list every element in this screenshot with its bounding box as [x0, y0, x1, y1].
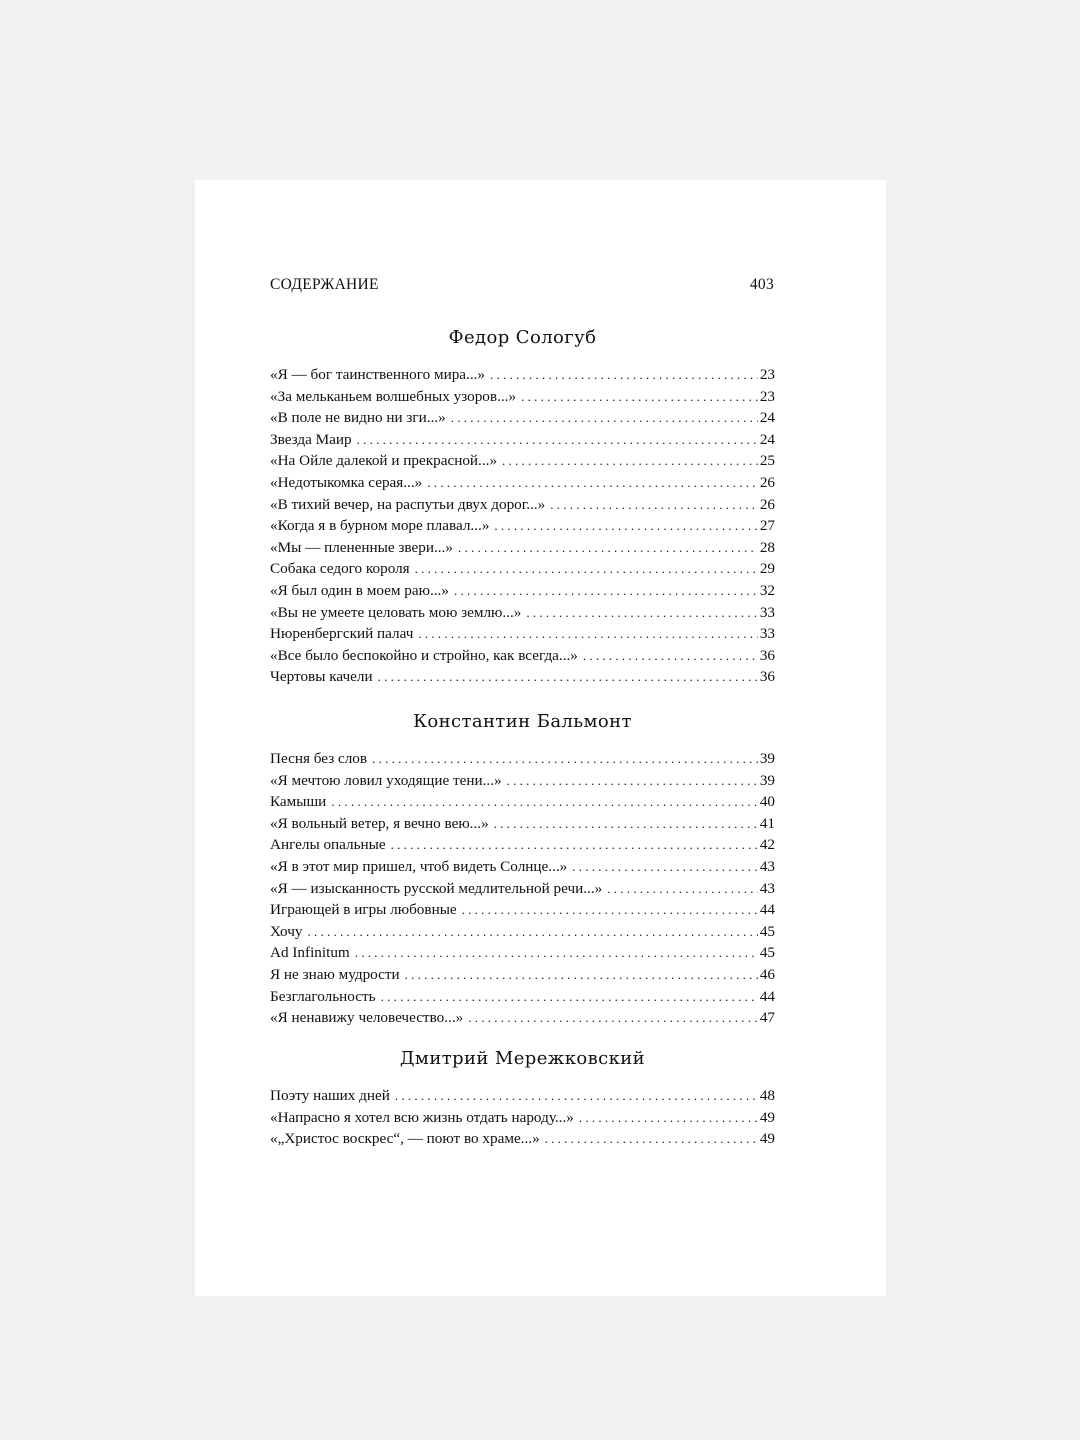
entry-page: 33 — [759, 603, 775, 621]
entry-title: «Я мечтою ловил уходящие тени...» — [270, 771, 502, 789]
dot-leader — [418, 623, 757, 645]
entry-title: «Когда я в бурном море плавал...» — [270, 517, 490, 535]
entry-page: 39 — [759, 750, 775, 767]
toc-entry — [270, 666, 775, 688]
entry-title: «Я в этот мир пришел, чтоб видеть Солнце...» — [270, 857, 568, 875]
toc-entry — [270, 558, 775, 580]
entry-title: Ангелы опальные — [270, 836, 386, 854]
dot-leader — [502, 450, 758, 472]
entry-page: 45 — [759, 944, 775, 962]
entry-page: 26 — [759, 473, 775, 491]
toc-entry — [270, 1085, 775, 1107]
running-head-title: СОДЕРЖАНИЕ — [270, 276, 379, 293]
dot-leader — [331, 791, 758, 813]
toc-entry — [270, 899, 775, 921]
toc-entry — [270, 1007, 775, 1029]
dot-leader — [494, 515, 757, 537]
dot-leader — [521, 386, 758, 408]
dot-leader — [357, 429, 758, 451]
toc-entry — [270, 1107, 775, 1129]
entry-title: «Я — изысканность русской медлительной речи...» — [270, 879, 603, 897]
entry-title: Играющей в игры любовные — [270, 901, 457, 919]
entry-page: 32 — [759, 581, 775, 599]
entry-title: «На Ойле далекой и прекрасной...» — [270, 452, 498, 470]
entry-page: 23 — [759, 366, 775, 383]
dot-leader — [381, 986, 758, 1008]
toc-section-sologub — [270, 322, 775, 688]
dot-leader — [494, 813, 758, 835]
entry-title: Я не знаю мудрости — [270, 965, 400, 983]
toc-entry — [270, 602, 775, 624]
entry-title: Камыши — [270, 793, 327, 811]
entry-page: 47 — [759, 1009, 775, 1027]
dot-leader — [427, 472, 758, 494]
dot-leader — [307, 921, 757, 943]
entry-page: 46 — [759, 965, 775, 983]
entry-title: «Я — бог таинственного мира...» — [270, 366, 486, 383]
dot-leader — [372, 748, 758, 770]
entry-page: 44 — [759, 901, 775, 919]
dot-leader — [391, 834, 758, 856]
dot-leader — [451, 407, 758, 429]
entry-page: 43 — [759, 857, 775, 875]
toc-entry — [270, 986, 775, 1008]
entry-page: 33 — [759, 625, 775, 643]
entry-page: 36 — [759, 646, 775, 664]
entry-title: «Все было беспокойно и стройно, как всегда...» — [270, 646, 578, 664]
entry-page: 36 — [759, 668, 775, 686]
toc-entry — [270, 748, 775, 770]
entry-title: Собака седого короля — [270, 560, 410, 578]
toc-entry — [270, 494, 775, 516]
toc-section-merezhkovsky — [270, 1043, 775, 1150]
entry-page: 23 — [759, 387, 775, 405]
entry-page: 28 — [759, 538, 775, 556]
toc-entry — [270, 580, 775, 602]
entry-title: Чертовы качели — [270, 668, 373, 686]
dot-leader — [507, 770, 758, 792]
toc-entry — [270, 834, 775, 856]
entry-title: Песня без слов — [270, 750, 368, 767]
entry-title: «„Христос воскрес“, — поют во храме...» — [270, 1130, 540, 1148]
dot-leader — [458, 537, 758, 559]
toc-entry — [270, 964, 775, 986]
entry-page: 41 — [759, 814, 775, 832]
entry-title: Нюренбергский палач — [270, 625, 414, 643]
entry-title: Хочу — [270, 922, 303, 940]
toc-entry — [270, 770, 775, 792]
entry-page: 48 — [759, 1087, 775, 1104]
entry-page: 29 — [759, 560, 775, 578]
entry-page: 49 — [759, 1108, 775, 1126]
toc-entry — [270, 791, 775, 813]
dot-leader — [415, 558, 758, 580]
entry-title: «Вы не умеете целовать мою землю...» — [270, 603, 522, 621]
entry-title: «Напрасно я хотел всю жизнь отдать народу...» — [270, 1108, 574, 1126]
entry-page: 24 — [759, 409, 775, 427]
dot-leader — [579, 1107, 758, 1129]
dot-leader — [468, 1007, 758, 1029]
dot-leader — [572, 856, 758, 878]
toc-entry — [270, 364, 775, 386]
entry-title: «Мы — плененные звери...» — [270, 538, 453, 556]
entry-page: 43 — [759, 879, 775, 897]
toc-entry — [270, 623, 775, 645]
author-heading: Константин Бальмонт — [413, 711, 632, 732]
toc-entry — [270, 386, 775, 408]
toc-entry — [270, 515, 775, 537]
dot-leader — [490, 364, 758, 386]
entry-page: 49 — [759, 1130, 775, 1148]
dot-leader — [378, 666, 758, 688]
entry-page: 42 — [759, 836, 775, 854]
entry-title: Звезда Маир — [270, 430, 352, 448]
entry-title: Поэту наших дней — [270, 1087, 390, 1104]
book-page — [195, 180, 886, 1296]
entry-title: «За мельканьем волшебных узоров...» — [270, 387, 517, 405]
dot-leader — [583, 645, 758, 667]
toc-entry — [270, 942, 775, 964]
toc-entry — [270, 921, 775, 943]
entry-page: 25 — [759, 452, 775, 470]
entry-title: «Я вольный ветер, я вечно вею...» — [270, 814, 489, 832]
dot-leader — [405, 964, 758, 986]
dot-leader — [355, 942, 758, 964]
entry-title: Ad Infinitum — [270, 944, 350, 962]
entry-title: «В поле не видно ни зги...» — [270, 409, 446, 427]
dot-leader — [607, 878, 758, 900]
entry-page: 40 — [759, 793, 775, 811]
entry-page: 44 — [759, 987, 775, 1005]
entry-title: «Я ненавижу человечество...» — [270, 1009, 464, 1027]
author-heading: Дмитрий Мережковский — [399, 1048, 646, 1069]
entry-page: 26 — [759, 495, 775, 513]
toc-entry — [270, 472, 775, 494]
toc-entry — [270, 537, 775, 559]
toc-entry — [270, 878, 775, 900]
dot-leader — [526, 602, 757, 624]
dot-leader — [545, 1128, 758, 1150]
entry-page: 27 — [759, 517, 775, 535]
entry-title: Безглагольность — [270, 987, 376, 1005]
dot-leader — [454, 580, 758, 602]
entry-page: 39 — [759, 771, 775, 789]
toc-entry — [270, 645, 775, 667]
dot-leader — [395, 1085, 758, 1107]
entry-title: «Я был один в моем раю...» — [270, 581, 449, 599]
entry-page: 45 — [759, 922, 775, 940]
running-head — [270, 276, 774, 294]
entry-title: «В тихий вечер, на распутьи двух дорог...» — [270, 495, 546, 513]
author-heading: Федор Сологуб — [448, 327, 597, 348]
entry-page: 24 — [759, 430, 775, 448]
toc-section-balmont — [270, 706, 775, 1029]
toc-entry — [270, 856, 775, 878]
toc-entry — [270, 1128, 775, 1150]
dot-leader — [550, 494, 758, 516]
toc-entry — [270, 429, 775, 451]
toc-entry — [270, 407, 775, 429]
page-number: 403 — [749, 276, 774, 293]
entry-title: «Недотыкомка серая...» — [270, 473, 423, 491]
toc-entry — [270, 813, 775, 835]
toc-entry — [270, 450, 775, 472]
dot-leader — [462, 899, 758, 921]
